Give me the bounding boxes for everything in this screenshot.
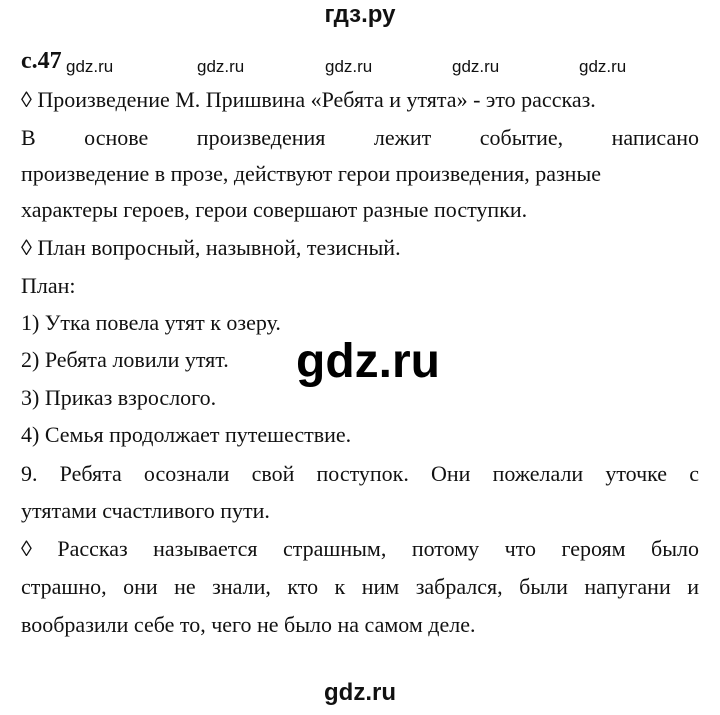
text-line: План: (21, 273, 76, 298)
text-line: ◊ Произведение М. Пришвина «Ребята и утята» - это рассказ. (21, 87, 596, 112)
watermark-small: gdz.ru (579, 57, 627, 76)
site-header: гдз.ру (324, 1, 396, 28)
text-line: В основе произведения лежит событие, написано (21, 125, 699, 150)
watermark-large: gdz.ru (296, 335, 440, 388)
text-line: утятами счастливого пути. (21, 498, 270, 523)
text-line: ◊ Рассказ называется страшным, потому что героям было (21, 536, 699, 561)
text-line: вообразили себе то, чего не было на самом деле. (21, 612, 476, 637)
list-item: 3) Приказ взрослого. (21, 385, 217, 410)
watermark-small: gdz.ru (66, 57, 114, 76)
page-number: с.47 (21, 48, 62, 74)
watermark-small: gdz.ru (452, 57, 500, 76)
text-line: 9. Ребята осознали свой поступок. Они пожелали уточке с (21, 461, 699, 486)
watermark-small: gdz.ru (325, 57, 373, 76)
list-item: 2) Ребята ловили утят. (21, 347, 229, 372)
text-line: страшно, они не знали, кто к ним забрался, были напугани и (21, 574, 699, 599)
text-line: произведение в прозе, действуют герои произведения, разные (21, 161, 602, 186)
text-line: характеры героев, герои совершают разные поступки. (21, 197, 528, 222)
list-item: 4) Семья продолжает путешествие. (21, 422, 352, 447)
site-footer: gdz.ru (324, 679, 396, 706)
text-line: ◊ План вопросный, назывной, тезисный. (21, 235, 401, 260)
watermark-small: gdz.ru (197, 57, 245, 76)
list-item: 1) Утка повела утят к озеру. (21, 310, 281, 335)
